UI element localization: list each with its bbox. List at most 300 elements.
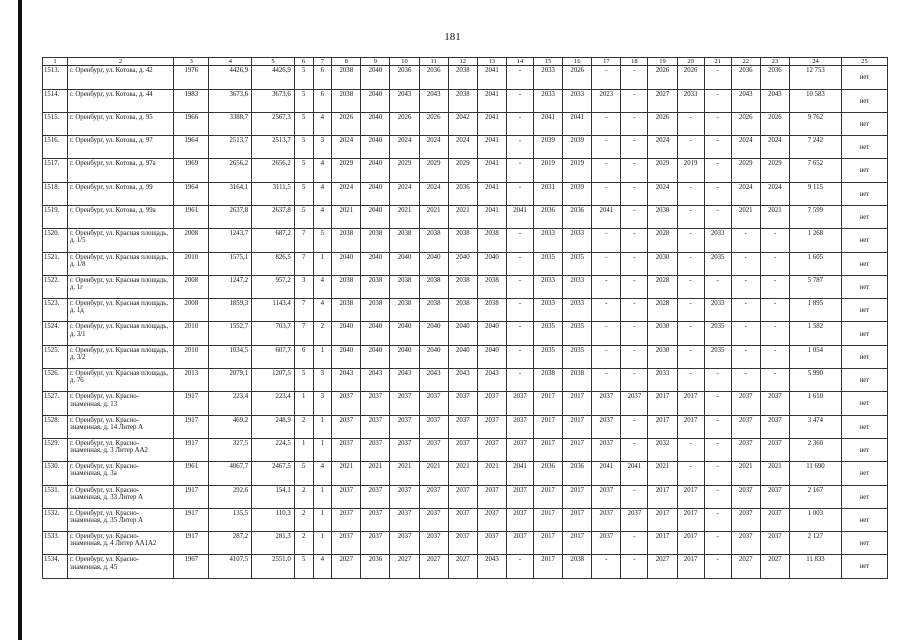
table-cell: 2029 (760, 159, 789, 182)
table-cell: 2017 (677, 415, 704, 438)
table-cell: 2038 (448, 299, 477, 322)
table-cell: 5 (294, 112, 313, 135)
address-cell: г. Оренбург, ул. Красная площадь, д. 76 (67, 369, 173, 392)
table-cell: - (677, 299, 704, 322)
address-cell: г. Оренбург, ул. Котова, д. 99 (67, 182, 173, 205)
row-number-cell: 1534. (43, 555, 68, 578)
column-number: 9 (361, 58, 390, 66)
flag-cell: нет (841, 532, 887, 555)
table-row (43, 392, 888, 415)
table-cell: - (506, 89, 533, 112)
address-cell: г. Оренбург, ул. Котова, д. 95 (67, 112, 173, 135)
address-cell: г. Оренбург, ул. Красно- знаменная, д. 3 Литер АА2 (67, 438, 173, 461)
column-number: 14 (506, 58, 533, 66)
table-cell: - (621, 136, 648, 159)
table-cell: - (621, 182, 648, 205)
table-cell: 2017 (534, 532, 563, 555)
area-cell: 3111,5 (252, 182, 295, 205)
table-cell: 2017 (563, 532, 592, 555)
table-cell: 2037 (760, 415, 789, 438)
table-cell: 4 (313, 112, 332, 135)
area-cell: 3673,6 (252, 89, 295, 112)
flag-cell: нет (841, 159, 887, 182)
table-cell: 2033 (534, 89, 563, 112)
total-cell: 1 610 (789, 392, 841, 415)
area-cell: 2513,7 (252, 136, 295, 159)
address-cell: г. Оренбург, ул. Красная площадь, д. 3/2 (67, 345, 173, 368)
table-cell: 4 (313, 462, 332, 485)
table-cell: 2041 (621, 462, 648, 485)
table-cell: - (621, 415, 648, 438)
table-cell: 2037 (477, 532, 506, 555)
area-cell: 469,2 (209, 415, 252, 438)
year-built-cell: 1961 (174, 205, 209, 228)
table-cell: 2043 (731, 89, 760, 112)
table-cell: 2035 (704, 345, 731, 368)
address-cell: г. Оренбург, ул. Красная площадь, д. 1/5 (67, 229, 173, 252)
flag-cell: нет (841, 345, 887, 368)
table-cell: 2041 (477, 205, 506, 228)
table-cell: 7 (294, 299, 313, 322)
area-cell: 327,5 (209, 438, 252, 461)
table-cell: 5 (294, 182, 313, 205)
flag-cell: нет (841, 66, 887, 89)
table-row (43, 462, 888, 485)
table-cell: 2042 (448, 112, 477, 135)
table-cell: 6 (313, 66, 332, 89)
table-cell: 5 (294, 462, 313, 485)
table-cell: 2040 (390, 345, 419, 368)
table-cell: 2037 (592, 508, 621, 531)
table-cell: 2033 (648, 369, 677, 392)
table-cell: - (731, 345, 760, 368)
table-cell: - (704, 182, 731, 205)
column-number: 7 (313, 58, 332, 66)
table-cell: 1 (313, 345, 332, 368)
area-cell: 3673,6 (209, 89, 252, 112)
table-cell: - (704, 392, 731, 415)
table-cell: 2037 (506, 392, 533, 415)
area-cell: 2551,0 (252, 555, 295, 578)
table-cell: 2041 (477, 66, 506, 89)
area-cell: 4107,5 (209, 555, 252, 578)
area-cell: 2079,1 (209, 369, 252, 392)
table-cell: 2038 (563, 369, 592, 392)
table-cell: 2037 (592, 438, 621, 461)
table-cell: - (506, 299, 533, 322)
table-cell: 2029 (648, 159, 677, 182)
address-cell: г. Оренбург, ул. Красная площадь, д. 1/8 (67, 252, 173, 275)
table-cell: 2028 (648, 229, 677, 252)
total-cell: 1 054 (789, 345, 841, 368)
table-cell: 2029 (390, 159, 419, 182)
table-cell: 2038 (477, 229, 506, 252)
table-cell: 2038 (332, 229, 361, 252)
year-built-cell: 2010 (174, 345, 209, 368)
table-cell: 2038 (448, 89, 477, 112)
table-cell: 2017 (563, 508, 592, 531)
table-cell: 2037 (419, 508, 448, 531)
table-cell: - (704, 369, 731, 392)
table-cell: 2043 (477, 369, 506, 392)
table-cell: 2038 (361, 299, 390, 322)
table-cell: - (704, 136, 731, 159)
table-cell: 2038 (477, 275, 506, 298)
table-cell: 2037 (419, 392, 448, 415)
flag-cell: нет (841, 136, 887, 159)
table-cell: 2021 (760, 205, 789, 228)
table-cell: - (677, 345, 704, 368)
table-cell: 2043 (477, 555, 506, 578)
flag-cell: нет (841, 485, 887, 508)
page-number: 181 (444, 31, 461, 43)
table-cell: - (506, 136, 533, 159)
row-number-cell: 1517. (43, 159, 68, 182)
table-cell: 2037 (731, 415, 760, 438)
table-cell: 7 (294, 322, 313, 345)
table-cell: 2026 (731, 112, 760, 135)
table-cell: 2037 (506, 438, 533, 461)
table-cell: - (506, 369, 533, 392)
flag-cell: нет (841, 89, 887, 112)
address-cell: г. Оренбург, ул. Котова, д. 42 (67, 66, 173, 89)
table-cell: 2026 (648, 66, 677, 89)
address-cell: г. Оренбург, ул. Красная площадь, д. 1д (67, 299, 173, 322)
table-cell: - (731, 322, 760, 345)
area-cell: 4426,9 (252, 66, 295, 89)
table-cell: - (621, 252, 648, 275)
table-cell: 2035 (704, 322, 731, 345)
table-cell: 2037 (390, 438, 419, 461)
table-cell: 2028 (648, 299, 677, 322)
table-cell: 2038 (390, 229, 419, 252)
table-cell: 2033 (704, 229, 731, 252)
table-cell: - (592, 159, 621, 182)
table-cell: - (592, 252, 621, 275)
table-row (43, 89, 888, 112)
flag-cell: нет (841, 369, 887, 392)
table-cell: 2021 (390, 462, 419, 485)
table-cell: 2037 (731, 438, 760, 461)
total-cell: 1 003 (789, 508, 841, 531)
table-cell: 2017 (648, 532, 677, 555)
column-number-row (43, 58, 888, 66)
table-cell: 2024 (390, 182, 419, 205)
table-cell: - (621, 369, 648, 392)
table-cell: 2037 (477, 485, 506, 508)
address-cell: г. Оренбург, ул. Красно- знаменная, д. 3а (67, 462, 173, 485)
address-cell: г. Оренбург, ул. Красная площадь, д. 3/1 (67, 322, 173, 345)
area-cell: 135,5 (209, 508, 252, 531)
table-cell: 2041 (534, 112, 563, 135)
table-cell: 2026 (419, 112, 448, 135)
table-cell: 2037 (390, 485, 419, 508)
table-cell: - (506, 159, 533, 182)
table-cell: - (677, 136, 704, 159)
table-cell: 2038 (534, 369, 563, 392)
table-cell: 2040 (361, 89, 390, 112)
area-cell: 154,1 (252, 485, 295, 508)
row-number-cell: 1518. (43, 182, 68, 205)
table-cell: - (704, 89, 731, 112)
table-cell: 2021 (332, 205, 361, 228)
total-cell: 11 690 (789, 462, 841, 485)
table-cell: - (592, 182, 621, 205)
table-cell: 2040 (419, 322, 448, 345)
table-cell: 2033 (534, 229, 563, 252)
table-cell: 2043 (419, 89, 448, 112)
table-cell: 2021 (419, 462, 448, 485)
column-number: 5 (252, 58, 295, 66)
table-cell: 2017 (677, 508, 704, 531)
table-cell: 5 (294, 66, 313, 89)
area-cell: 248,9 (252, 415, 295, 438)
table-row (43, 532, 888, 555)
table-cell: - (677, 252, 704, 275)
table-cell: - (704, 555, 731, 578)
table-cell: 2033 (534, 275, 563, 298)
table-cell: 2040 (477, 345, 506, 368)
table-cell: 2033 (563, 89, 592, 112)
total-cell: 12 753 (789, 66, 841, 89)
table-row (43, 66, 888, 89)
table-cell: 2037 (506, 415, 533, 438)
table-cell: 2017 (677, 532, 704, 555)
table-cell: 2 (294, 532, 313, 555)
row-number-cell: 1519. (43, 205, 68, 228)
table-cell: 2037 (760, 532, 789, 555)
column-number: 3 (174, 58, 209, 66)
year-built-cell: 2008 (174, 299, 209, 322)
table-cell: 2021 (361, 462, 390, 485)
row-number-cell: 1524. (43, 322, 68, 345)
table-cell: 1 (313, 508, 332, 531)
table-cell: 3 (294, 275, 313, 298)
table-cell: 2036 (760, 66, 789, 89)
table-cell: 5 (294, 136, 313, 159)
table-row (43, 415, 888, 438)
table-cell: - (592, 136, 621, 159)
flag-cell: нет (841, 555, 887, 578)
area-cell: 2656,2 (252, 159, 295, 182)
table-cell: 5 (294, 89, 313, 112)
total-cell: 2 127 (789, 532, 841, 555)
table-cell: 2038 (332, 299, 361, 322)
table-row (43, 508, 888, 531)
table-cell: 2037 (419, 485, 448, 508)
area-cell: 4426,9 (209, 66, 252, 89)
table-cell: - (506, 345, 533, 368)
column-number: 19 (648, 58, 677, 66)
table-cell: 2017 (534, 438, 563, 461)
area-cell: 3388,7 (209, 112, 252, 135)
column-number: 10 (390, 58, 419, 66)
year-built-cell: 1964 (174, 136, 209, 159)
area-cell: 2637,8 (252, 205, 295, 228)
table-cell: 2035 (704, 252, 731, 275)
table-cell: 2024 (419, 182, 448, 205)
row-number-cell: 1529. (43, 438, 68, 461)
year-built-cell: 1917 (174, 415, 209, 438)
year-built-cell: 2013 (174, 369, 209, 392)
total-cell: 7 599 (789, 205, 841, 228)
table-cell: 3 (313, 136, 332, 159)
table-cell: 2038 (361, 275, 390, 298)
flag-cell: нет (841, 299, 887, 322)
table-cell: - (592, 229, 621, 252)
address-cell: г. Оренбург, ул. Красно- знаменная, д. 33 Литер А (67, 485, 173, 508)
table-cell: - (592, 555, 621, 578)
table-cell: 2037 (731, 485, 760, 508)
table-cell: 2033 (534, 299, 563, 322)
table-cell: 2021 (477, 462, 506, 485)
table-row (43, 229, 888, 252)
table-cell: - (704, 66, 731, 89)
area-cell: 2637,8 (209, 205, 252, 228)
table-cell: - (506, 182, 533, 205)
table-cell: 2037 (419, 438, 448, 461)
row-number-cell: 1513. (43, 66, 68, 89)
table-cell: - (621, 299, 648, 322)
table-cell: - (506, 66, 533, 89)
table-cell: - (621, 555, 648, 578)
table-cell: 2017 (648, 415, 677, 438)
area-cell: 2513,7 (209, 136, 252, 159)
column-number: 1 (43, 58, 68, 66)
table-cell: 2 (294, 485, 313, 508)
table-cell: 2043 (332, 369, 361, 392)
table-cell: - (621, 345, 648, 368)
table-cell: 2027 (731, 555, 760, 578)
table-cell: - (592, 66, 621, 89)
table-cell: 2036 (563, 462, 592, 485)
table-cell: 2017 (563, 415, 592, 438)
table-cell: 2041 (506, 205, 533, 228)
table-cell: 2024 (448, 136, 477, 159)
table-cell: 2040 (419, 252, 448, 275)
table-cell: 2037 (332, 508, 361, 531)
table-cell: 2030 (648, 322, 677, 345)
table-cell: 2017 (563, 438, 592, 461)
row-number-cell: 1514. (43, 89, 68, 112)
table-row (43, 136, 888, 159)
row-number-cell: 1532. (43, 508, 68, 531)
table-cell: 2043 (390, 369, 419, 392)
column-number: 16 (563, 58, 592, 66)
year-built-cell: 2008 (174, 275, 209, 298)
total-cell: 1 582 (789, 322, 841, 345)
table-cell: 2040 (361, 252, 390, 275)
table-cell: 2037 (621, 392, 648, 415)
table-cell: 2026 (760, 112, 789, 135)
table-cell: 2017 (677, 485, 704, 508)
table-cell: 2037 (390, 508, 419, 531)
table-cell: - (677, 182, 704, 205)
table-cell: 2030 (648, 345, 677, 368)
area-cell: 1247,2 (209, 275, 252, 298)
table-cell: 2017 (648, 508, 677, 531)
table-cell: 2038 (419, 299, 448, 322)
table-cell: 2024 (760, 136, 789, 159)
table-cell: 2040 (477, 322, 506, 345)
address-cell: г. Оренбург, ул. Котова, д. 97 (67, 136, 173, 159)
table-cell: 2024 (648, 182, 677, 205)
table-cell: 2037 (361, 485, 390, 508)
table-cell: 2040 (361, 345, 390, 368)
table-cell: 4 (313, 555, 332, 578)
table-cell: - (760, 229, 789, 252)
table-cell: 2024 (419, 136, 448, 159)
area-cell: 281,3 (252, 532, 295, 555)
table-cell: 2021 (419, 205, 448, 228)
table-cell: 4 (313, 275, 332, 298)
table-cell: 2037 (592, 485, 621, 508)
table-cell: 5 (313, 229, 332, 252)
total-cell: 5 990 (789, 369, 841, 392)
table-cell: 2033 (677, 89, 704, 112)
table-cell: 1 (313, 532, 332, 555)
table-cell: 2030 (648, 205, 677, 228)
table-cell: 2037 (361, 392, 390, 415)
table-cell: 2038 (332, 66, 361, 89)
year-built-cell: 2010 (174, 322, 209, 345)
table-cell: 2037 (448, 392, 477, 415)
table-cell: 2027 (419, 555, 448, 578)
year-built-cell: 1917 (174, 438, 209, 461)
table-cell: 2019 (677, 159, 704, 182)
table-cell: 2040 (332, 252, 361, 275)
row-number-cell: 1515. (43, 112, 68, 135)
address-cell: г. Оренбург, ул. Красная площадь, д. 1г (67, 275, 173, 298)
area-cell: 957,2 (252, 275, 295, 298)
year-built-cell: 1983 (174, 89, 209, 112)
table-cell: 2024 (390, 136, 419, 159)
table-cell: 5 (294, 205, 313, 228)
table-cell: 2038 (448, 66, 477, 89)
table-cell: 2037 (506, 532, 533, 555)
area-cell: 607,7 (252, 345, 295, 368)
flag-cell: нет (841, 392, 887, 415)
address-cell: г. Оренбург, ул. Красно- знаменная, д. 45 (67, 555, 173, 578)
table-cell: - (506, 252, 533, 275)
table-cell: - (677, 369, 704, 392)
table-cell: 1 (294, 438, 313, 461)
table-cell: - (704, 205, 731, 228)
table-cell: 2021 (648, 462, 677, 485)
table-cell: - (731, 275, 760, 298)
table-cell: 2035 (534, 322, 563, 345)
table-cell: - (506, 322, 533, 345)
table-cell: 4 (313, 205, 332, 228)
table-cell: 2040 (332, 345, 361, 368)
table-cell: 2019 (534, 159, 563, 182)
table-cell: 2026 (677, 66, 704, 89)
table-cell: 2040 (448, 345, 477, 368)
total-cell: 7 242 (789, 136, 841, 159)
table-cell: 2037 (731, 392, 760, 415)
table-cell: 2037 (448, 438, 477, 461)
table-cell: 2041 (592, 462, 621, 485)
table-cell: 2037 (332, 438, 361, 461)
table-cell: 2037 (760, 508, 789, 531)
row-number-cell: 1533. (43, 532, 68, 555)
row-number-cell: 1525. (43, 345, 68, 368)
table-cell: 1 (313, 415, 332, 438)
row-number-cell: 1531. (43, 485, 68, 508)
table-cell: 2036 (534, 462, 563, 485)
housing-repair-schedule-table (42, 57, 888, 579)
row-number-cell: 1526. (43, 369, 68, 392)
